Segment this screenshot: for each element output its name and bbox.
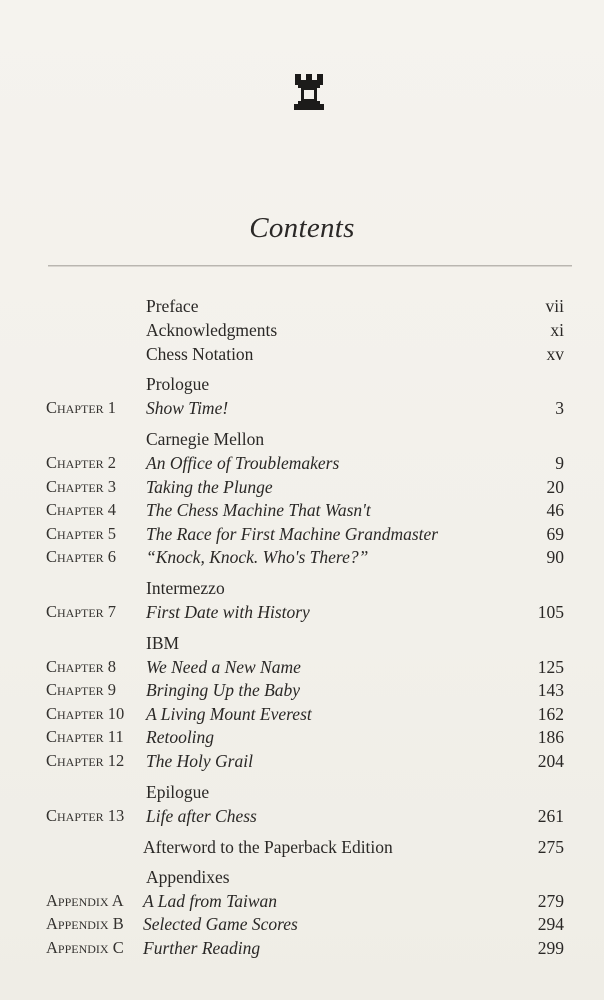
toc-entry-title: Intermezzo bbox=[146, 578, 225, 598]
toc-entry-page: xi bbox=[550, 320, 564, 340]
toc-entry-title: Epilogue bbox=[146, 782, 210, 802]
toc-entry-page: 204 bbox=[537, 751, 564, 771]
toc-entry-label: Chapter 10 bbox=[46, 704, 125, 723]
toc-entry-title: The Holy Grail bbox=[146, 751, 253, 771]
toc-entry-page: 3 bbox=[555, 398, 564, 418]
toc-entry-label: Chapter 3 bbox=[46, 477, 117, 496]
toc-entry-page: 299 bbox=[537, 938, 564, 958]
toc-entry-label: Chapter 4 bbox=[46, 500, 117, 519]
toc-entry-title: Preface bbox=[146, 296, 199, 316]
toc-entry-title: Afterword to the Paperback Edition bbox=[143, 837, 393, 857]
toc-row bbox=[0, 498, 604, 522]
toc-row bbox=[0, 294, 604, 318]
toc-entry-title: “Knock, Knock. Who's There?” bbox=[146, 547, 369, 567]
toc-row bbox=[0, 655, 604, 679]
toc-entry-page: 162 bbox=[537, 704, 564, 724]
toc-entry-title: Appendixes bbox=[146, 867, 230, 887]
toc-entry-label: Chapter 2 bbox=[46, 453, 117, 472]
toc-entry-title: An Office of Troublemakers bbox=[146, 453, 340, 473]
toc-entry-title: Bringing Up the Baby bbox=[146, 680, 301, 700]
toc-row bbox=[0, 912, 604, 936]
toc-entry-title: The Race for First Machine Grandmaster bbox=[146, 524, 439, 544]
toc-entry-label: Chapter 9 bbox=[46, 680, 117, 699]
toc-entry-page: 46 bbox=[546, 500, 564, 520]
toc-entry-page: 69 bbox=[546, 524, 564, 544]
toc-row bbox=[0, 342, 604, 366]
toc-entry-title: A Living Mount Everest bbox=[146, 704, 312, 724]
toc-entry-label: Chapter 7 bbox=[46, 602, 117, 621]
toc-row bbox=[0, 318, 604, 342]
toc-entry-page: 9 bbox=[555, 453, 564, 473]
toc-entry-page: 279 bbox=[537, 891, 564, 911]
toc-entry-title: Taking the Plunge bbox=[146, 477, 273, 497]
toc-entry-title: The Chess Machine That Wasn't bbox=[146, 500, 371, 520]
chess-rook-icon bbox=[292, 72, 326, 112]
toc-row bbox=[0, 475, 604, 499]
page-title: Contents bbox=[249, 212, 355, 244]
toc-entry-page: 90 bbox=[546, 547, 564, 567]
toc-row bbox=[0, 835, 604, 859]
toc-row bbox=[0, 678, 604, 702]
toc-row bbox=[0, 545, 604, 569]
toc-entry-title: We Need a New Name bbox=[146, 657, 301, 677]
toc-row bbox=[0, 889, 604, 913]
toc-entry-label: Appendix B bbox=[46, 914, 124, 933]
toc-entry-title: A Lad from Taiwan bbox=[143, 891, 278, 911]
toc-entry-title: IBM bbox=[146, 633, 180, 653]
toc-row bbox=[0, 396, 604, 420]
toc-row bbox=[0, 936, 604, 960]
toc-entry-page: 186 bbox=[537, 727, 564, 747]
toc-entry-page: 125 bbox=[537, 657, 564, 677]
toc-entry-title: Prologue bbox=[146, 374, 210, 394]
toc-entry-page: vii bbox=[545, 296, 564, 316]
toc-entry-title: Selected Game Scores bbox=[143, 914, 298, 934]
toc-entry-label: Chapter 12 bbox=[46, 751, 125, 770]
toc-entry-title: Show Time! bbox=[146, 398, 229, 418]
toc-row bbox=[0, 427, 604, 451]
toc-entry-label: Chapter 13 bbox=[46, 806, 125, 825]
toc-row bbox=[0, 451, 604, 475]
toc-entry-title: Acknowledgments bbox=[146, 320, 278, 340]
toc-entry-page: 294 bbox=[537, 914, 564, 934]
toc-entry-title: Further Reading bbox=[143, 938, 261, 958]
toc-row bbox=[0, 631, 604, 655]
toc-entry-label: Chapter 5 bbox=[46, 524, 117, 543]
toc-entry-page: 143 bbox=[537, 680, 564, 700]
toc-row bbox=[0, 749, 604, 773]
toc-entry-title: Retooling bbox=[146, 727, 215, 747]
toc-entry-page: 105 bbox=[537, 602, 564, 622]
toc-entry-label: Chapter 6 bbox=[46, 547, 117, 566]
toc-entry-label: Chapter 11 bbox=[46, 727, 124, 746]
toc-entry-label: Appendix A bbox=[46, 891, 124, 910]
toc-entry-label: Chapter 1 bbox=[46, 398, 117, 417]
toc-entry-page: 20 bbox=[546, 477, 564, 497]
toc-row bbox=[0, 780, 604, 804]
toc-row bbox=[0, 702, 604, 726]
toc-entry-label: Appendix C bbox=[46, 938, 124, 957]
toc-entry-page: 261 bbox=[537, 806, 564, 826]
toc-row bbox=[0, 372, 604, 396]
title-divider bbox=[48, 265, 572, 266]
toc-entry-page: xv bbox=[546, 344, 564, 364]
toc-row bbox=[0, 522, 604, 546]
toc-row bbox=[0, 576, 604, 600]
toc-entry-title: Carnegie Mellon bbox=[146, 429, 265, 449]
toc-row bbox=[0, 804, 604, 828]
toc-entry-label: Chapter 8 bbox=[46, 657, 117, 676]
toc-row bbox=[0, 600, 604, 624]
toc-row bbox=[0, 865, 604, 889]
toc-entry-page: 275 bbox=[537, 837, 564, 857]
toc-entry-title: Chess Notation bbox=[146, 344, 254, 364]
toc-entry-title: First Date with History bbox=[146, 602, 310, 622]
toc-entry-title: Life after Chess bbox=[146, 806, 257, 826]
toc-row bbox=[0, 725, 604, 749]
